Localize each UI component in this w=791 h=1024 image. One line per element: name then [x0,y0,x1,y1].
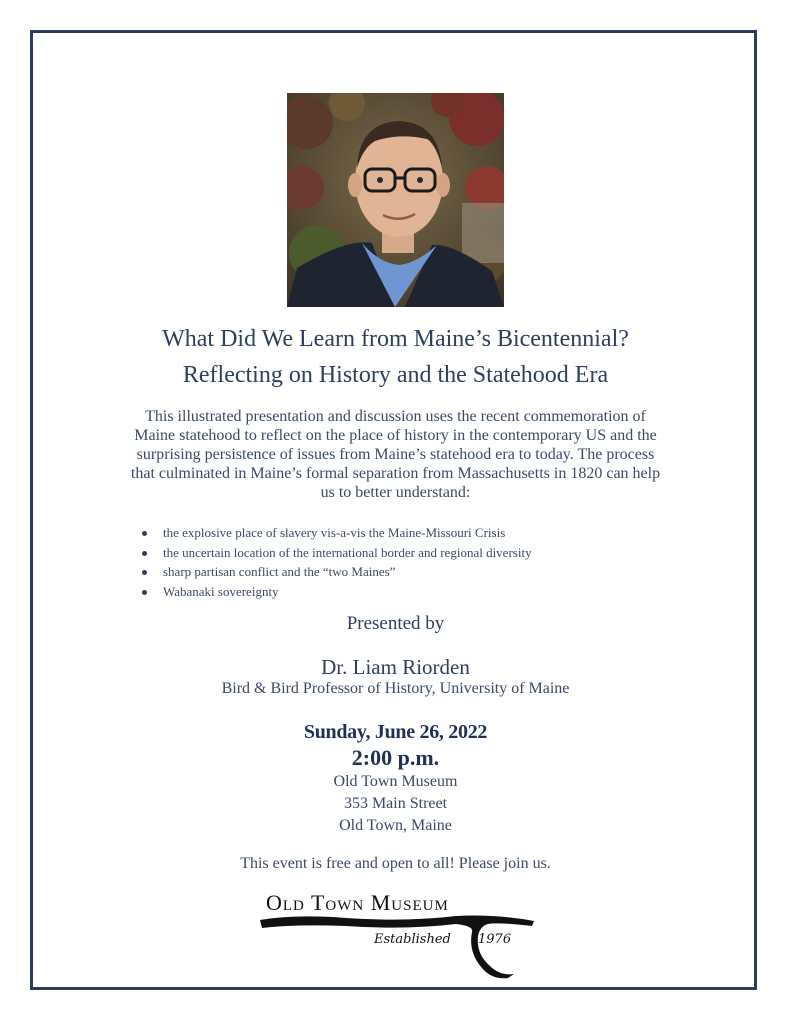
intro-paragraph [92,407,699,502]
venue-line: Old Town Museum [333,773,458,790]
intro-line: Maine statehood to reflect on the place of history in the contemporary US and the [134,427,657,444]
topic-item: sharp partisan conflict and the “two Maines” [140,562,532,582]
museum-logo [256,888,538,980]
intro-line: surprising persistence of issues from Maine’s statehood era to today. The process [136,446,655,463]
topic-item: the uncertain location of the international border and regional diversity [140,543,532,563]
event-date: Sunday, June 26, 2022 [303,721,488,743]
event-time: 2:00 p.m. [351,745,440,770]
speaker-name: Dr. Liam Riorden [321,655,470,679]
venue-line: 353 Main Street [343,795,448,812]
event-title-line-2: Reflecting on History and the Statehood Era [182,362,609,388]
topic-list [140,523,532,601]
event-title-line-1: What Did We Learn from Maine’s Bicentennial? [162,326,629,352]
free-event-note: This event is free and open to all! Please join us. [240,855,551,872]
topic-item: the explosive place of slavery vis-a-vis the Maine-Missouri Crisis [140,523,532,543]
topic-item: Wabanaki sovereignty [140,582,532,602]
presented-by-label: Presented by [346,613,445,634]
intro-line: us to better understand: [320,484,471,501]
event-venue [60,771,731,837]
venue-line: Old Town, Maine [339,817,452,834]
intro-line: that culminated in Maine’s formal separation from Massachusetts in 1820 can help [130,465,661,482]
logo-museum-name: Old Town Museum [266,890,449,915]
intro-line: This illustrated presentation and discussion uses the recent commemoration of [145,408,646,425]
logo-year: 1976 [478,932,512,947]
speaker-photo [287,93,504,307]
speaker-affiliation: Bird & Bird Professor of History, University of Maine [221,680,570,697]
logo-established: Established [374,932,451,947]
